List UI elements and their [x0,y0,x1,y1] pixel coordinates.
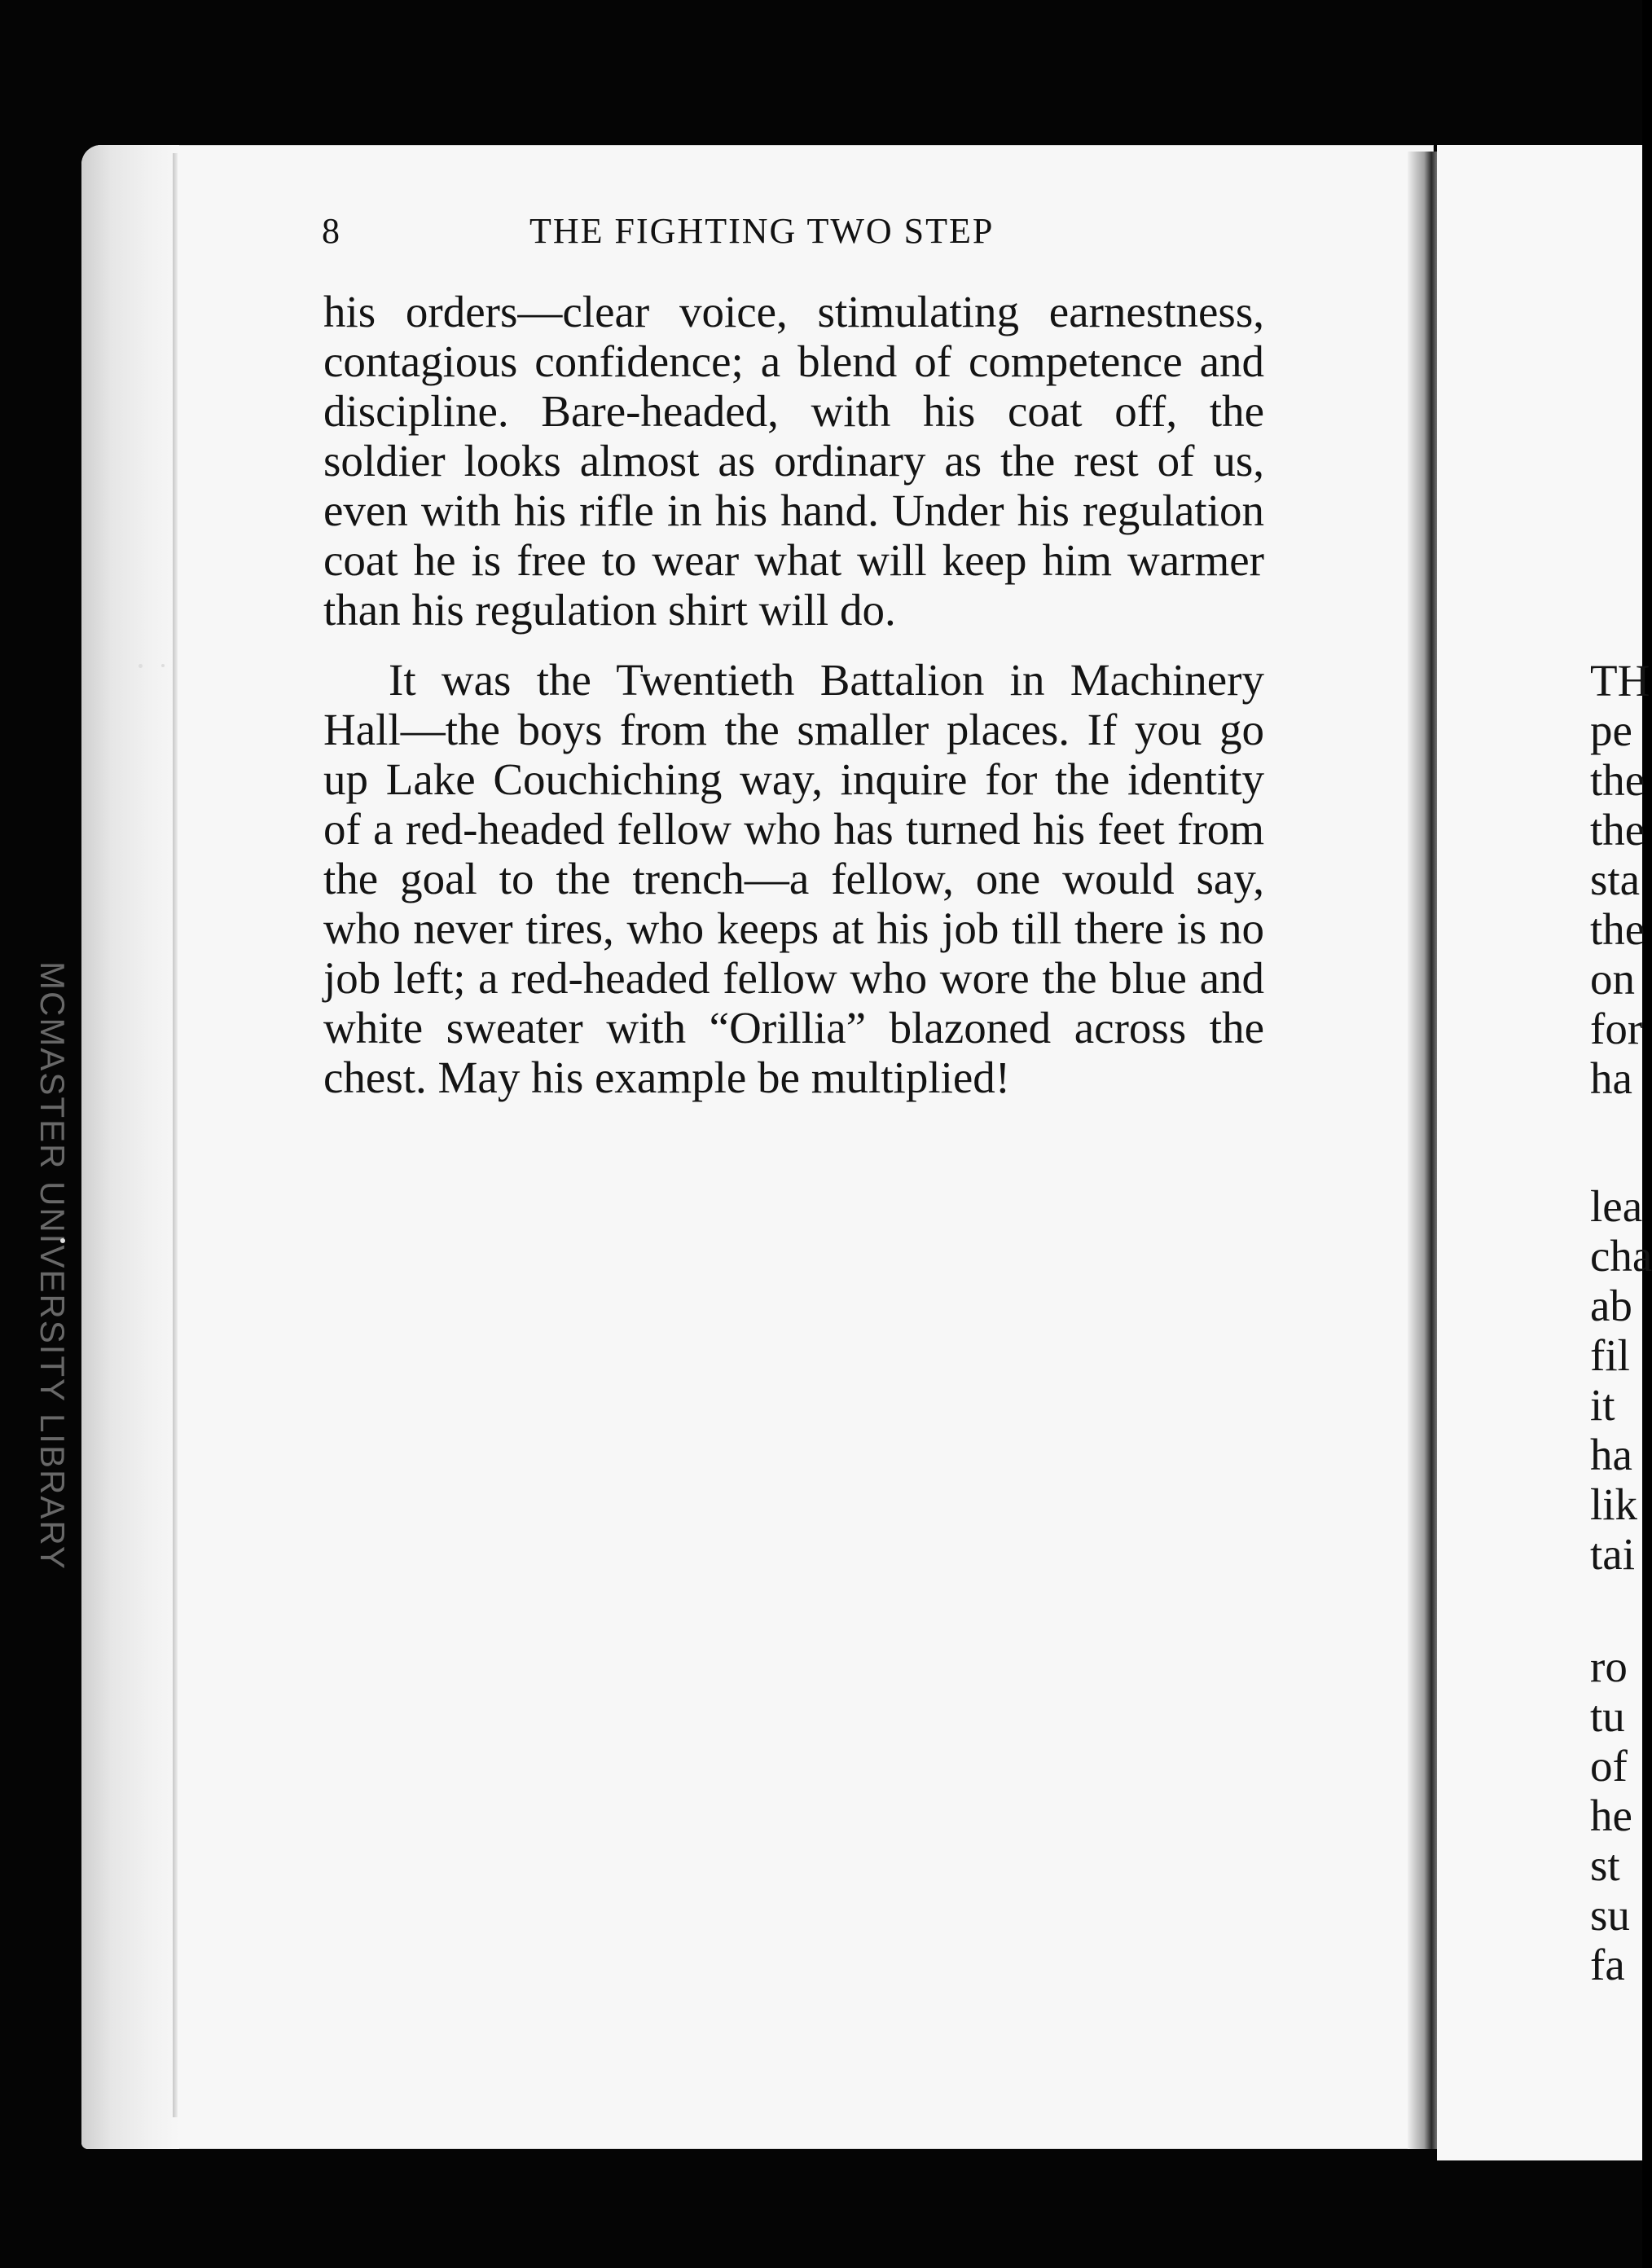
page-edge [81,145,179,2149]
paragraph-1: his orders—clear voice, stimulating earnestness, contagious confidence; a blend of competence and discipline. Bare-headed, with his coat off, the soldier looks almost as ordinary as the rest of us, even with his rifle in his hand. Under his regulation coat he is free to wear what will keep him warmer than his regulation shirt will do. [323,287,1264,635]
library-stamp [0,961,72,1010]
page-number: 8 [322,211,341,251]
right-page-text-fragment-2: lea cha ab fil it ha lik tai [1590,1181,1652,1579]
ink-speck [161,664,165,667]
running-header: THE FIGHTING TWO STEP [529,211,995,251]
ink-speck [138,664,143,668]
right-page-text-fragment-1: TH pe the the sta the on for ha [1590,656,1650,1103]
page-edge-shadow [173,153,178,2117]
paragraph-2: It was the Twentieth Battalion in Machinery Hall—the boys from the smaller places. If you go up Lake Couchiching way, inquire for the identity of a red-headed fellow who has turned his feet from the goal to the trench—a fellow, one would say, who never tires, who keeps at his job till there is no job left; a red-headed fellow who wore the blue and white sweater with “Orillia” blazoned across the chest. May his example be multiplied! [323,655,1264,1102]
right-page-text-fragment-3: ro tu of he st su fa [1590,1642,1632,1989]
ink-speck [60,1238,65,1243]
